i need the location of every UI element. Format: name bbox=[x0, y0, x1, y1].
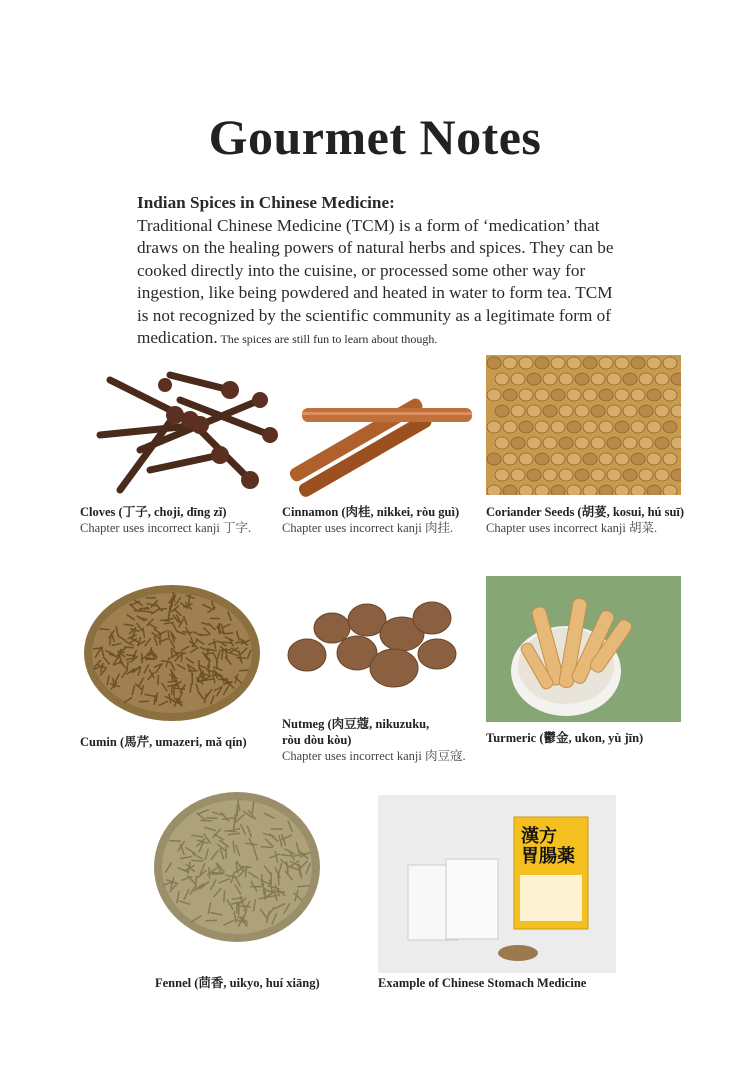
fennel-photo bbox=[150, 785, 325, 945]
coriander-photo bbox=[486, 355, 681, 495]
cloves-label: Cloves (丁子, choji, dīng zǐ) bbox=[80, 505, 227, 519]
intro-paragraph bbox=[137, 192, 617, 351]
cinnamon-photo bbox=[282, 360, 477, 500]
coriander-label: Coriander Seeds (胡荽, kosui, hú suī) bbox=[486, 505, 685, 519]
nutmeg-photo bbox=[282, 590, 477, 710]
nutmeg-label-line1: Nutmeg (肉豆蔻, nikuzuku, bbox=[282, 717, 430, 731]
intro-body: Traditional Chinese Medicine (TCM) is a form of ‘medication’ that draws on the healing powers of natural herbs and spices. They can be cooked directly into the cuisine, or processed some other way for ingestion, like being powdered and heated in water to form tea. TCM is not recognized by the scientific community as a legitimate form of medication. bbox=[137, 215, 614, 347]
stomach-medicine-label: Example of Chinese Stomach Medicine bbox=[378, 976, 587, 990]
nutmeg-label-line2: ròu dòu kòu) bbox=[282, 733, 352, 747]
cloves-photo bbox=[80, 360, 280, 500]
stomach-medicine-photo bbox=[378, 795, 616, 973]
cumin-photo bbox=[80, 575, 265, 725]
nutmeg-note: Chapter uses incorrect kanji 肉豆寇. bbox=[282, 749, 466, 763]
medicine-box-brand: 漢方 胃腸薬 bbox=[521, 826, 575, 867]
page-title: Gourmet Notes bbox=[208, 109, 542, 165]
cinnamon-label: Cinnamon (肉桂, nikkei, ròu guì) bbox=[282, 505, 460, 519]
intro-aside: The spices are still fun to learn about though. bbox=[217, 332, 438, 346]
cinnamon-note: Chapter uses incorrect kanji 肉挂. bbox=[282, 521, 454, 535]
intro-heading: Indian Spices in Chinese Medicine: bbox=[137, 193, 395, 212]
coriander-note: Chapter uses incorrect kanji 胡菜. bbox=[486, 521, 658, 535]
turmeric-photo bbox=[486, 576, 681, 722]
turmeric-label: Turmeric (鬱金, ukon, yù jīn) bbox=[486, 731, 644, 745]
cumin-label: Cumin (馬芹, umazeri, mǎ qín) bbox=[80, 735, 247, 749]
fennel-label: Fennel (茴香, uikyo, huí xiāng) bbox=[155, 976, 320, 990]
cloves-note: Chapter uses incorrect kanji 丁字. bbox=[80, 521, 252, 535]
